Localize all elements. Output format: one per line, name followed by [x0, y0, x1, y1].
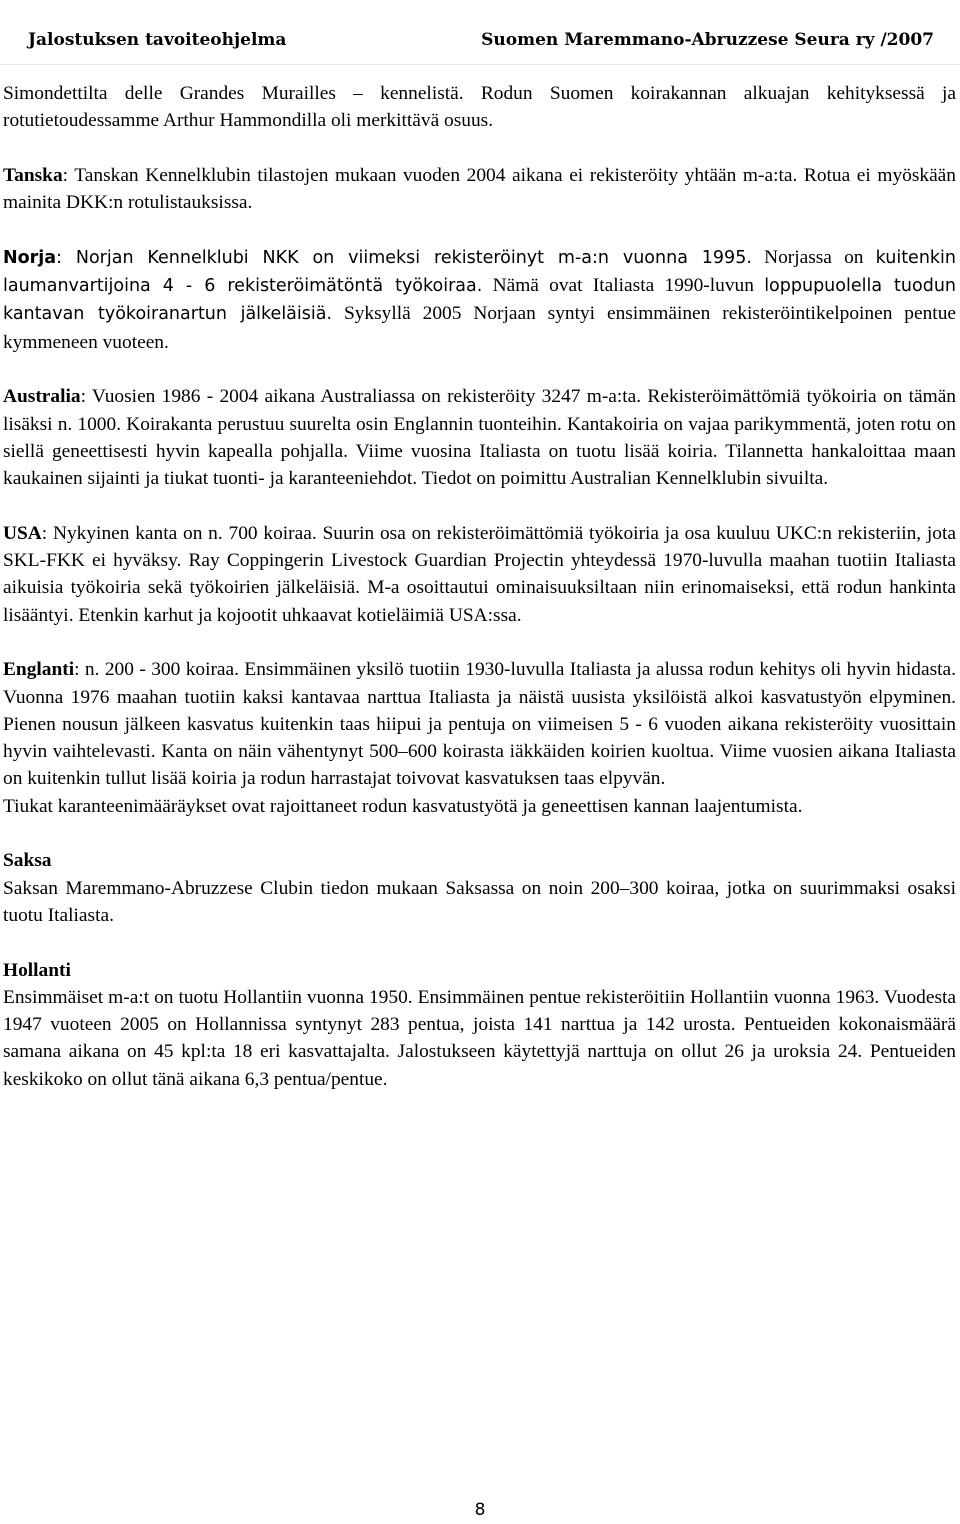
- england-paragraph-2: Tiukat karanteenimääräykset ovat rajoittaneet rodun kasvatustyötä ja geneettisen kannan laajentumista.: [3, 795, 803, 817]
- germany-text: Saksan Maremmano-Abruzzese Clubin tiedon mukaan Saksassa on noin 200–300 koiraa, jotka on suurimmaksi osaksi tuotu Italiasta.: [3, 877, 956, 926]
- norway-text-5: loppupuolella tuodun kantavan työkoiranartun jälkeläisiä.: [3, 276, 956, 325]
- australia-text: : Vuosien 1986 - 2004 aikana Australiassa on rekisteröity 3247 m-a:ta. Rekisteröimättömiä työkoiria on tämän lisäksi n. 1000. Koirakanta perustuu suurelta osin Englannin tuonteihin. Kantakoiria on vajaa parikymmentä, joten rotu on siellä geneettisesti hyvin kapealla pohjalla. Viime vuosina Italiasta on tuotu lisää koiria. Tilannetta hankaloittaa maan kaukainen sijainti ja tiukat tuonti- ja karanteeniehdot. Tiedot on poimittu Australian Kennelklubin sivuilta.: [3, 386, 956, 490]
- england-heading: Englanti: [3, 659, 75, 681]
- norway-text-4: Nämä ovat Italiasta 1990-luvun: [482, 275, 765, 297]
- page-number: 8: [474, 1500, 486, 1520]
- norway-text-6: Syksyllä 2005 Norjaan syntyi ensimmäinen rekisteröintikelpoinen pentue kymmeneen vuoteen.: [3, 303, 956, 353]
- norway-paragraph: [3, 244, 956, 356]
- document-title: Jalostuksen tavoiteohjelma: [28, 30, 287, 50]
- usa-paragraph: [3, 520, 956, 629]
- page-header: [0, 0, 960, 60]
- norway-text-3: kuitenkin laumanvartijoina 4 - 6 rekisteröimätöntä työkoiraa.: [3, 247, 956, 297]
- organization-title: Suomen Maremmano-Abruzzese Seura ry /2007: [481, 30, 934, 50]
- netherlands-text: Ensimmäiset m-a:t on tuotu Hollantiin vuonna 1950. Ensimmäinen pentue rekisteröitiin Hollantiin vuonna 1963. Vuodesta 1947 vuoteen 2005 on Hollannissa syntynyt 283 pentua, joista 141 narttua ja 142 urosta. Pentueiden kokonaismäärä samana aikana on 45 kpl:ta 18 eri kasvattajalta. Jalostukseen käytettyjä narttuja on ollut 26 ja uroksia 24. Pentueiden keskikoko on ollut tänä aikana 6,3 pentua/pentue.: [3, 986, 956, 1090]
- australia-paragraph: [3, 383, 956, 492]
- denmark-text: : Tanskan Kennelklubin tilastojen mukaan vuoden 2004 aikana ei rekisteröity yhtään m-a:ta. Rotua ei myöskään mainita DKK:n rotulistauksissa.: [3, 164, 956, 214]
- header-divider: [0, 64, 960, 65]
- netherlands-heading-text: Hollanti: [3, 959, 71, 981]
- norway-text-2: Norjassa on: [751, 246, 876, 268]
- denmark-heading: Tanska: [3, 164, 63, 186]
- denmark-paragraph: [3, 162, 956, 217]
- usa-heading: USA: [3, 522, 42, 544]
- norway-text-1: : Norjan Kennelklubi NKK on viimeksi rekisteröinyt m-a:n vuonna 1995.: [56, 247, 752, 268]
- norway-heading: Norja: [3, 247, 57, 268]
- document-body: [3, 80, 956, 1093]
- australia-heading: Australia: [3, 386, 81, 408]
- intro-paragraph: Simondettilta delle Grandes Murailles – kennelistä. Rodun Suomen koirakannan alkuajan kehityksessä ja rotutietoudessamme Arthur Hammondilla oli merkittävä osuus.: [3, 83, 956, 132]
- germany-heading-text: Saksa: [3, 850, 52, 872]
- netherlands-heading: [3, 957, 956, 984]
- usa-text: : Nykyinen kanta on n. 700 koiraa. Suurin osa on rekisteröimättömiä työkoiria ja osa kuuluu UKC:n rekisteriin, jota SKL-FKK ei hyväksy. Ray Coppingerin Livestock Guardian Projectin yhteydessä 1970-luvulla maahan tuotiin Italiasta aikuisia työkoiria sekä työkoirien jälkeläisiä. M-a osoittautui ominaisuuksiltaan niin erinomaiseksi, että rodun hankinta lisääntyi. Etenkin karhut ja kojootit uhkaavat kotieläimiä USA:ssa.: [3, 522, 956, 626]
- england-paragraph: [3, 656, 956, 792]
- england-text: : n. 200 - 300 koiraa. Ensimmäinen yksilö tuotiin 1930-luvulla Italiasta ja alussa rodun kehitys oli hyvin hidasta. Vuonna 1976 maahan tuotiin kaksi kantavaa narttua Italiasta ja näistä uusista yksilöistä alkoi kasvatustyön elpyminen. Pienen nousun jälkeen kasvatus kuitenkin taas hiipui ja pentuja on viimeisen 5 - 6 vuoden aikana rekisteröity vuosittain hyvin vaihtelevasti. Kanta on näin vähentynyt 500–600 koirasta iäkkäiden koirien kuoltua. Viime vuosien aikana Italiasta on kuitenkin tullut lisää koiria ja rodun harrastajat toivovat kasvatuksen taas elpyvän.: [3, 659, 956, 790]
- germany-heading: [3, 847, 956, 874]
